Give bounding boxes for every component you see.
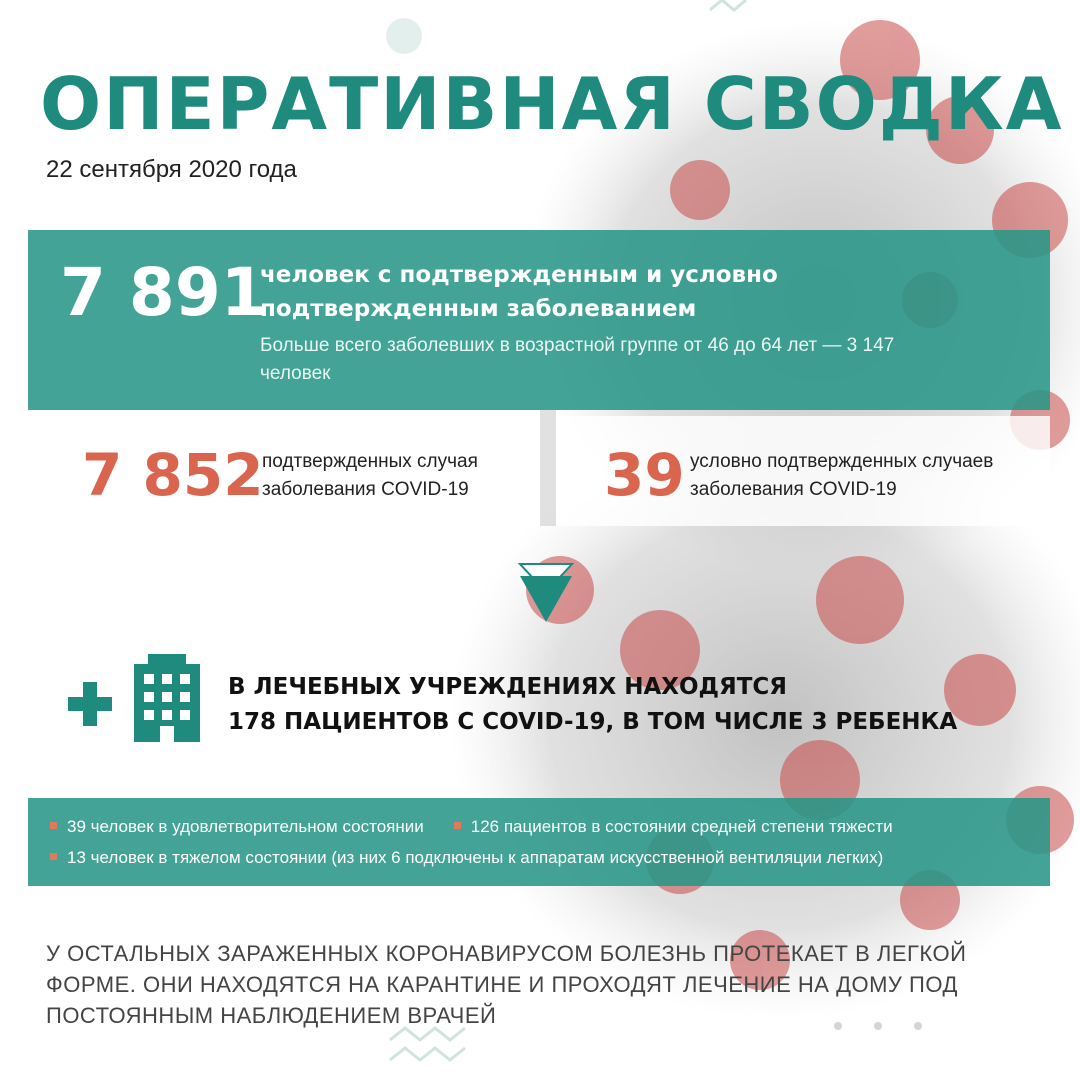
hospital-line-1: В ЛЕЧЕБНЫХ УЧРЕЖДЕНИЯХ НАХОДЯТСЯ <box>228 674 787 700</box>
status-severe: 13 человек в тяжелом состоянии (из них 6 подключены к аппаратам искусственной вентиляции легких) <box>67 848 884 867</box>
conditional-cases-label: условно подтвержденных случаев заболевания COVID-19 <box>690 451 994 500</box>
status-satisfactory: 39 человек в удовлетворительном состоянии <box>67 817 424 836</box>
footer-note: У ОСТАЛЬНЫХ ЗАРАЖЕННЫХ КОРОНАВИРУСОМ БОЛЕЗНЬ ПРОТЕКАЕТ В ЛЕГКОЙ ФОРМЕ. ОНИ НАХОДЯТСЯ НА КАРАНТИНЕ И ПРОХОДЯТ ЛЕЧЕНИЕ НА ДОМУ ПОД ПОСТОЯННЫМ НАБЛЮДЕНИЕМ ВРАЧЕЙ <box>46 941 967 1028</box>
status-row-2 <box>50 846 883 870</box>
confirmed-cases-label: подтвержденных случая заболевания COVID-19 <box>262 451 478 500</box>
plus-icon <box>68 682 112 726</box>
total-cases-label: человек с подтвержденным и условно подтвержденным заболеванием <box>260 262 778 322</box>
status-row-1 <box>50 815 923 839</box>
hospital-summary <box>228 670 988 740</box>
bullet-icon <box>454 822 461 829</box>
age-group-note: Больше всего заболевших в возрастной группе от 46 до 64 лет — 3 147 человек <box>260 335 895 384</box>
total-cases-value: 7 891 <box>60 254 267 331</box>
hospital-line-2: 178 ПАЦИЕНТОВ С COVID-19, В ТОМ ЧИСЛЕ 3 РЕБЕНКА <box>228 709 958 735</box>
decorative-dots <box>826 1014 936 1038</box>
conditional-cases-value: 39 <box>604 441 685 509</box>
panel-connector <box>540 410 556 526</box>
page-title: ОПЕРАТИВНАЯ СВОДКА <box>40 62 1064 146</box>
hospital-building-icon <box>134 654 200 742</box>
arrow-down-icon <box>518 562 574 624</box>
confirmed-cases-value: 7 852 <box>82 441 264 509</box>
bullet-icon <box>50 822 57 829</box>
status-moderate: 126 пациентов в состоянии средней степени тяжести <box>470 817 893 836</box>
bullet-icon <box>50 853 57 860</box>
report-date: 22 сентября 2020 года <box>46 156 297 183</box>
patient-status-panel <box>28 798 1050 886</box>
